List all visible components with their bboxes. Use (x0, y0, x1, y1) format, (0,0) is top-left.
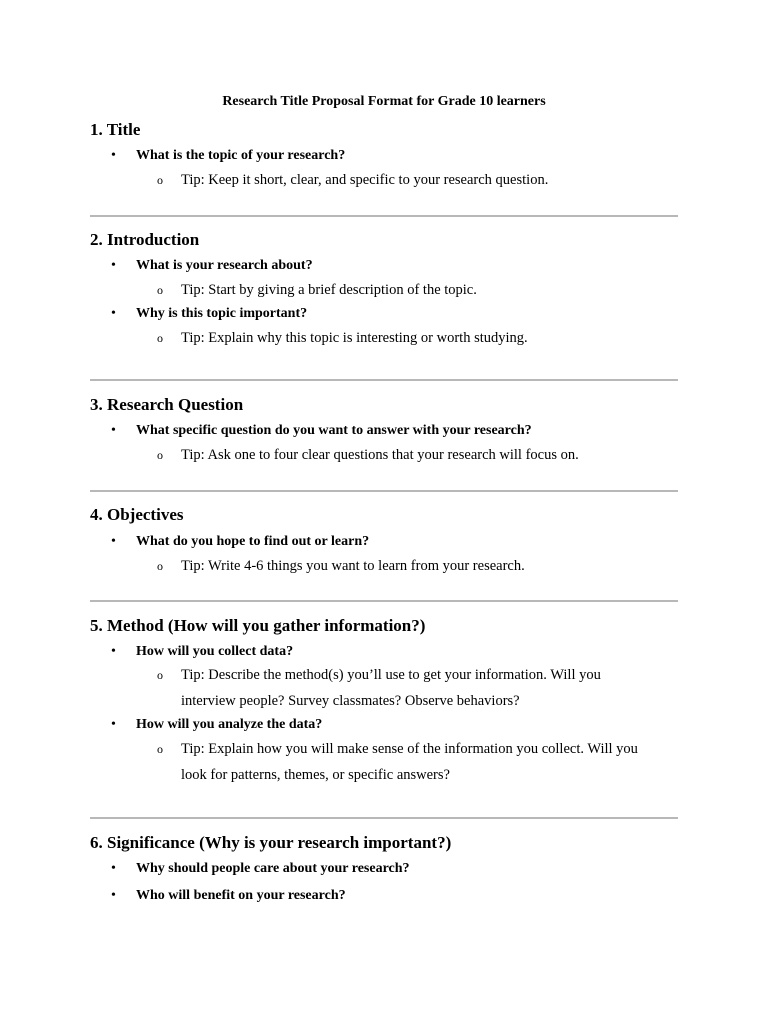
section-divider (90, 215, 678, 217)
question-text: How will you analyze the data? (136, 717, 323, 732)
question-item (90, 716, 680, 734)
question-item (90, 643, 680, 661)
sub-bullet-icon: o (157, 331, 163, 345)
question-text: What is your research about? (136, 258, 313, 273)
question-text: Who will benefit on your research? (136, 888, 346, 903)
section-heading: 6. Significance (Why is your research important?) (90, 833, 452, 852)
section-significance (90, 832, 680, 905)
section-method (90, 615, 680, 788)
question-text: Why is this topic important? (136, 306, 308, 321)
section-introduction (90, 229, 680, 351)
tip-text: Tip: Ask one to four clear questions that your research will focus on. (181, 447, 579, 463)
bullet-icon: • (111, 534, 116, 549)
tip-text: Tip: Describe the method(s) you’ll use to get your information. Will you interview people? Survey classmates? Observe behaviors? (181, 667, 601, 709)
question-item (90, 422, 680, 440)
sub-bullet-icon: o (157, 742, 163, 756)
tip-item (90, 662, 680, 714)
question-text: What do you hope to find out or learn? (136, 534, 370, 549)
question-text: What specific question do you want to answer with your research? (136, 423, 532, 438)
question-text: How will you collect data? (136, 644, 294, 659)
bullet-icon: • (111, 423, 116, 438)
tip-text: Tip: Explain why this topic is interesting or worth studying. (181, 330, 528, 346)
question-text: Why should people care about your research? (136, 861, 410, 876)
bullet-icon: • (111, 148, 116, 163)
section-heading: 2. Introduction (90, 230, 200, 249)
document-title: Research Title Proposal Format for Grade 10 learners (222, 94, 546, 109)
tip-text: Tip: Explain how you will make sense of the information you collect. Will you look for patterns, themes, or specific answers? (181, 741, 638, 783)
bullet-icon: • (111, 861, 116, 876)
question-item (90, 860, 680, 878)
section-divider (90, 817, 678, 819)
tip-item (90, 442, 680, 468)
question-item (90, 257, 680, 275)
tip-text: Tip: Start by giving a brief description of the topic. (181, 282, 477, 298)
bullet-icon: • (111, 644, 116, 659)
question-item (90, 887, 680, 905)
question-item (90, 147, 680, 165)
bullet-icon: • (111, 258, 116, 273)
question-item (90, 305, 680, 323)
sub-bullet-icon: o (157, 448, 163, 462)
section-heading: 3. Research Question (90, 395, 244, 414)
section-divider (90, 490, 678, 492)
sub-bullet-icon: o (157, 173, 163, 187)
bullet-icon: • (111, 888, 116, 903)
section-title (90, 119, 680, 193)
section-divider (90, 379, 678, 381)
tip-item (90, 325, 680, 351)
section-research-question (90, 394, 680, 468)
tip-item (90, 553, 680, 579)
tip-text: Tip: Write 4-6 things you want to learn from your research. (181, 558, 525, 574)
sub-bullet-icon: o (157, 668, 163, 682)
tip-item (90, 277, 680, 303)
section-heading: 5. Method (How will you gather information?) (90, 616, 426, 635)
section-divider (90, 600, 678, 602)
section-objectives (90, 504, 680, 579)
tip-item (90, 736, 680, 788)
tip-text: Tip: Keep it short, clear, and specific to your research question. (181, 172, 549, 188)
tip-item (90, 167, 680, 193)
section-heading: 1. Title (90, 120, 141, 139)
bullet-icon: • (111, 306, 116, 321)
question-text: What is the topic of your research? (136, 148, 346, 163)
section-heading: 4. Objectives (90, 505, 184, 524)
question-item (90, 533, 680, 551)
sub-bullet-icon: o (157, 559, 163, 573)
sub-bullet-icon: o (157, 283, 163, 297)
bullet-icon: • (111, 717, 116, 732)
